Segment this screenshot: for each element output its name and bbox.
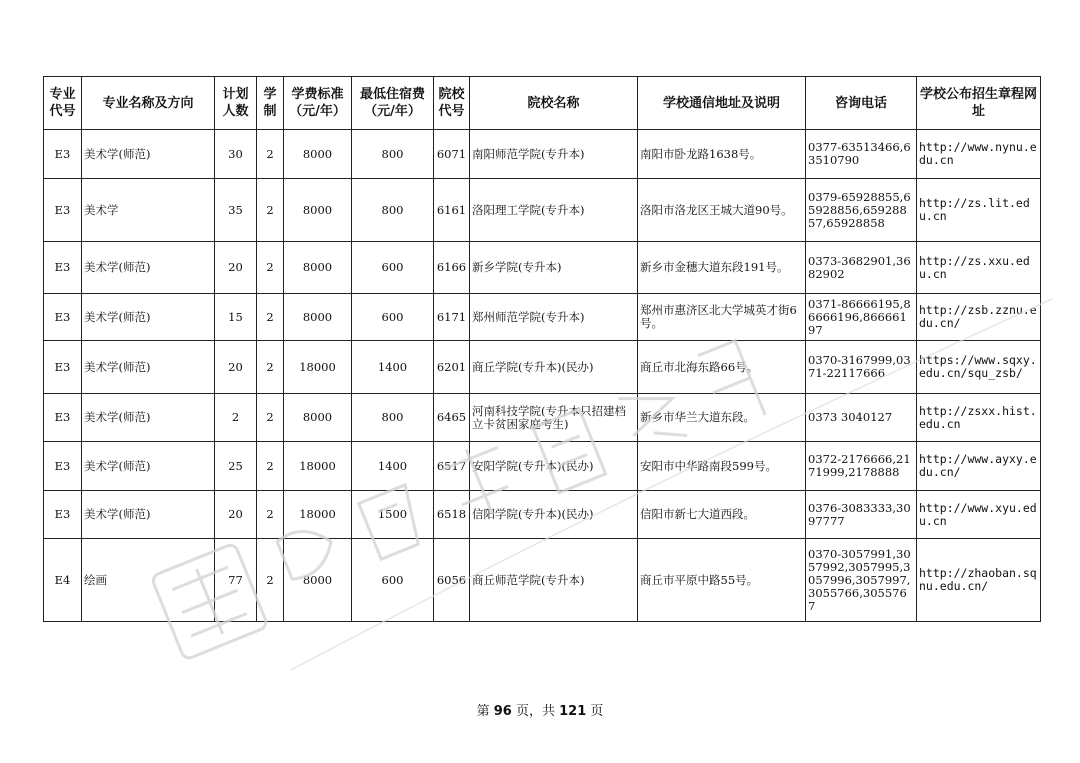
cell-major-name: 美术学(师范)	[82, 242, 215, 294]
cell-plan-count: 25	[215, 442, 257, 491]
cell-plan-count: 20	[215, 242, 257, 294]
cell-phone: 0371-86666195,86666196,86666197	[806, 294, 917, 341]
cell-school-name: 商丘学院(专升本)(民办)	[470, 341, 638, 394]
cell-plan-count: 30	[215, 130, 257, 179]
cell-major-code: E3	[44, 130, 82, 179]
table-body	[44, 130, 1041, 622]
cell-school-code: 6161	[434, 179, 470, 242]
header-address: 学校通信地址及说明	[638, 77, 806, 130]
table-row	[44, 179, 1041, 242]
table-row	[44, 242, 1041, 294]
cell-plan-count: 77	[215, 539, 257, 622]
cell-school-name: 新乡学院(专升本)	[470, 242, 638, 294]
cell-major-code: E3	[44, 442, 82, 491]
cell-website[interactable]: http://www.ayxy.edu.cn/	[917, 442, 1041, 491]
table-header-row	[44, 77, 1041, 130]
cell-major-code: E3	[44, 394, 82, 442]
header-lodging: 最低住宿费（元/年）	[352, 77, 434, 130]
cell-school-name: 安阳学院(专升本)(民办)	[470, 442, 638, 491]
cell-duration: 2	[257, 294, 284, 341]
cell-school-code: 6166	[434, 242, 470, 294]
header-website: 学校公布招生章程网址	[917, 77, 1041, 130]
cell-school-code: 6201	[434, 341, 470, 394]
cell-major-code: E3	[44, 294, 82, 341]
header-school-name: 院校名称	[470, 77, 638, 130]
cell-major-code: E3	[44, 491, 82, 539]
cell-lodging: 600	[352, 242, 434, 294]
cell-school-code: 6071	[434, 130, 470, 179]
cell-tuition: 8000	[284, 294, 352, 341]
header-duration: 学制	[257, 77, 284, 130]
cell-plan-count: 20	[215, 341, 257, 394]
cell-duration: 2	[257, 130, 284, 179]
cell-major-code: E4	[44, 539, 82, 622]
cell-major-name: 美术学(师范)	[82, 394, 215, 442]
cell-major-name: 美术学(师范)	[82, 491, 215, 539]
header-major-code: 专业代号	[44, 77, 82, 130]
cell-lodging: 800	[352, 394, 434, 442]
cell-phone: 0373 3040127	[806, 394, 917, 442]
cell-major-code: E3	[44, 242, 82, 294]
cell-lodging: 600	[352, 539, 434, 622]
table-row	[44, 539, 1041, 622]
cell-duration: 2	[257, 539, 284, 622]
cell-website[interactable]: http://zs.xxu.edu.cn	[917, 242, 1041, 294]
cell-phone: 0373-3682901,3682902	[806, 242, 917, 294]
table-row	[44, 442, 1041, 491]
table-row	[44, 491, 1041, 539]
cell-phone: 0372-2176666,2171999,2178888	[806, 442, 917, 491]
cell-major-code: E3	[44, 341, 82, 394]
cell-school-name: 河南科技学院(专升本只招建档立卡贫困家庭考生)	[470, 394, 638, 442]
cell-plan-count: 35	[215, 179, 257, 242]
cell-duration: 2	[257, 491, 284, 539]
header-major-name: 专业名称及方向	[82, 77, 215, 130]
cell-school-code: 6171	[434, 294, 470, 341]
cell-website[interactable]: http://www.nynu.edu.cn	[917, 130, 1041, 179]
header-school-code: 院校代号	[434, 77, 470, 130]
header-tuition: 学费标准（元/年）	[284, 77, 352, 130]
page-footer	[0, 700, 1080, 719]
cell-phone: 0379-65928855,65928856,65928857,65928858	[806, 179, 917, 242]
cell-phone: 0376-3083333,3097777	[806, 491, 917, 539]
cell-major-name: 美术学	[82, 179, 215, 242]
cell-school-code: 6056	[434, 539, 470, 622]
cell-address: 新乡市金穗大道东段191号。	[638, 242, 806, 294]
cell-lodging: 600	[352, 294, 434, 341]
cell-tuition: 8000	[284, 539, 352, 622]
table-row	[44, 341, 1041, 394]
cell-website[interactable]: http://www.xyu.edu.cn	[917, 491, 1041, 539]
cell-school-code: 6465	[434, 394, 470, 442]
cell-website[interactable]: http://zsxx.hist.edu.cn	[917, 394, 1041, 442]
cell-website[interactable]: http://zs.lit.edu.cn	[917, 179, 1041, 242]
cell-plan-count: 2	[215, 394, 257, 442]
cell-school-name: 洛阳理工学院(专升本)	[470, 179, 638, 242]
cell-plan-count: 15	[215, 294, 257, 341]
cell-phone: 0370-3167999,0371-22117666	[806, 341, 917, 394]
footer-page-number: 96	[493, 704, 512, 719]
footer-prefix: 第	[476, 704, 490, 719]
cell-school-name: 南阳师范学院(专升本)	[470, 130, 638, 179]
cell-major-name: 美术学(师范)	[82, 341, 215, 394]
cell-website[interactable]: http://zsb.zznu.edu.cn/	[917, 294, 1041, 341]
cell-lodging: 1400	[352, 341, 434, 394]
cell-duration: 2	[257, 442, 284, 491]
footer-middle: 页，共	[515, 704, 555, 719]
cell-phone: 0377-63513466,63510790	[806, 130, 917, 179]
cell-address: 洛阳市洛龙区王城大道90号。	[638, 179, 806, 242]
cell-tuition: 8000	[284, 242, 352, 294]
footer-suffix: 页	[590, 704, 604, 719]
cell-address: 安阳市中华路南段599号。	[638, 442, 806, 491]
cell-major-name: 绘画	[82, 539, 215, 622]
cell-major-code: E3	[44, 179, 82, 242]
cell-tuition: 18000	[284, 442, 352, 491]
cell-address: 郑州市惠济区北大学城英才街6号。	[638, 294, 806, 341]
cell-school-name: 郑州师范学院(专升本)	[470, 294, 638, 341]
cell-school-code: 6517	[434, 442, 470, 491]
cell-plan-count: 20	[215, 491, 257, 539]
cell-major-name: 美术学(师范)	[82, 442, 215, 491]
cell-duration: 2	[257, 394, 284, 442]
cell-lodging: 1400	[352, 442, 434, 491]
cell-tuition: 8000	[284, 179, 352, 242]
cell-lodging: 800	[352, 130, 434, 179]
cell-lodging: 800	[352, 179, 434, 242]
footer-total-pages: 121	[559, 704, 587, 719]
cell-address: 商丘市北海东路66号。	[638, 341, 806, 394]
cell-address: 商丘市平原中路55号。	[638, 539, 806, 622]
table-row	[44, 294, 1041, 341]
cell-major-name: 美术学(师范)	[82, 130, 215, 179]
cell-address: 信阳市新七大道西段。	[638, 491, 806, 539]
enrollment-table	[43, 76, 1041, 622]
cell-school-name: 商丘师范学院(专升本)	[470, 539, 638, 622]
table-row	[44, 130, 1041, 179]
cell-tuition: 8000	[284, 394, 352, 442]
cell-major-name: 美术学(师范)	[82, 294, 215, 341]
header-plan-count: 计划人数	[215, 77, 257, 130]
cell-phone: 0370-3057991,3057992,3057995,3057996,3057997,3055766,3055767	[806, 539, 917, 622]
cell-lodging: 1500	[352, 491, 434, 539]
cell-tuition: 8000	[284, 130, 352, 179]
cell-website[interactable]: http://zhaoban.sqnu.edu.cn/	[917, 539, 1041, 622]
cell-duration: 2	[257, 242, 284, 294]
cell-address: 新乡市华兰大道东段。	[638, 394, 806, 442]
header-phone: 咨询电话	[806, 77, 917, 130]
cell-duration: 2	[257, 179, 284, 242]
cell-school-name: 信阳学院(专升本)(民办)	[470, 491, 638, 539]
cell-duration: 2	[257, 341, 284, 394]
cell-school-code: 6518	[434, 491, 470, 539]
table-row	[44, 394, 1041, 442]
cell-tuition: 18000	[284, 491, 352, 539]
cell-address: 南阳市卧龙路1638号。	[638, 130, 806, 179]
cell-tuition: 18000	[284, 341, 352, 394]
cell-website[interactable]: https://www.sqxy.edu.cn/squ_zsb/	[917, 341, 1041, 394]
